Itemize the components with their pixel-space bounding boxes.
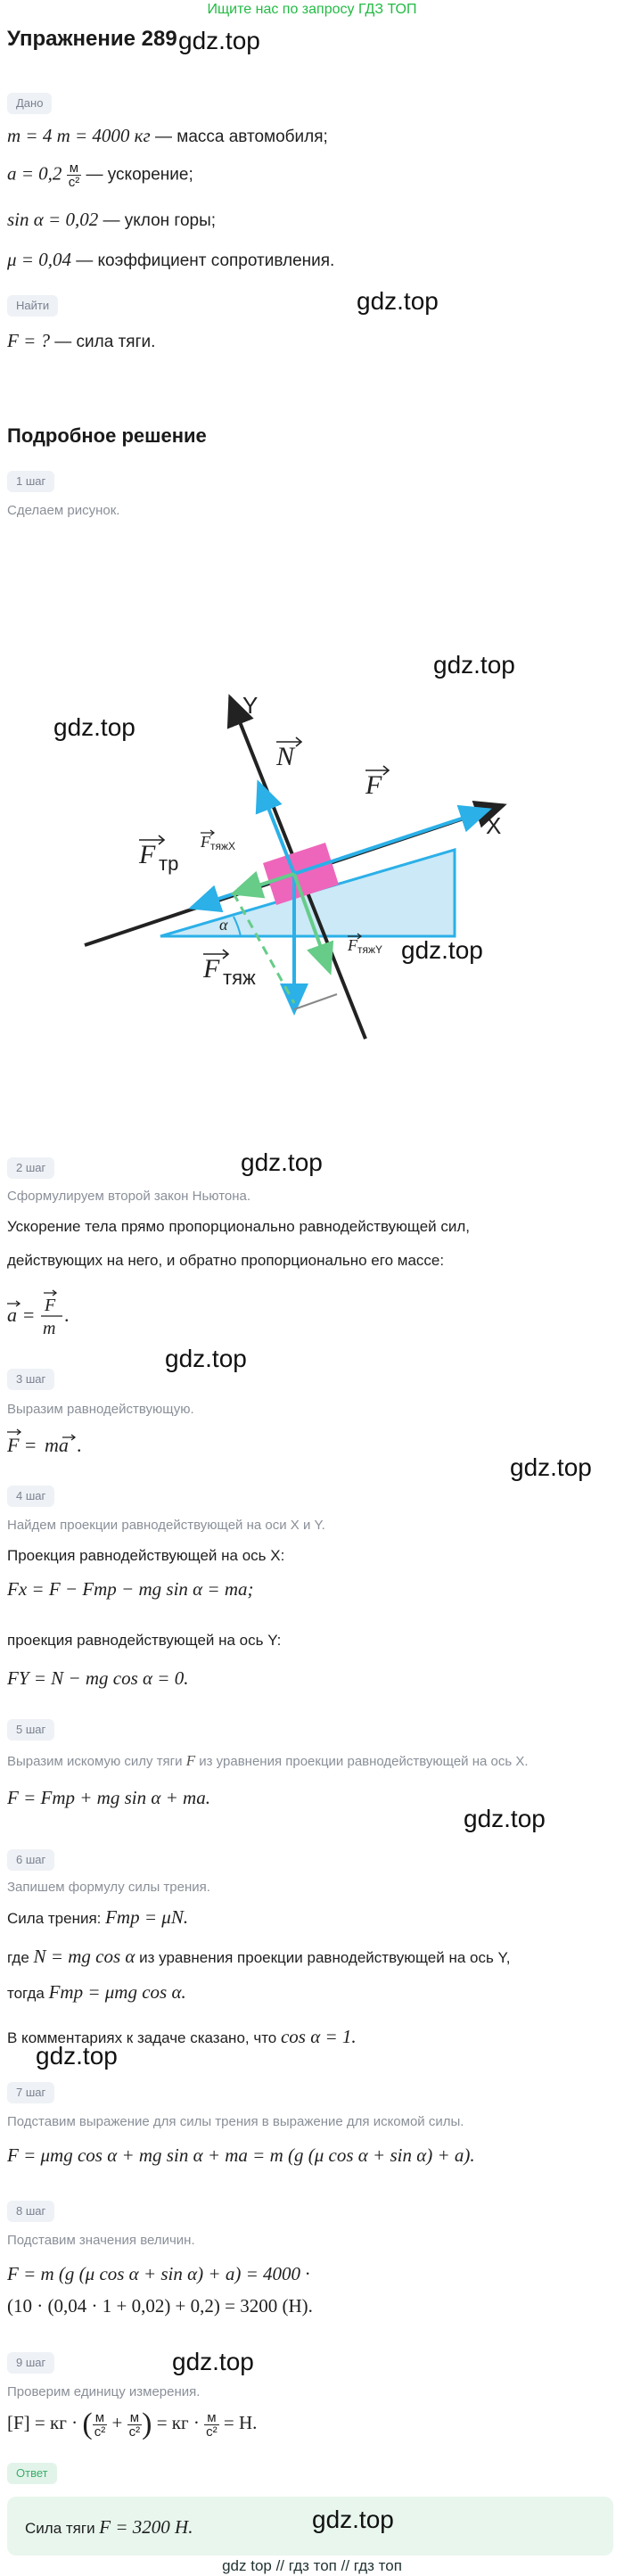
- svg-text:.: .: [77, 1434, 82, 1456]
- ftyzhx-subscript: тяжX: [210, 840, 236, 852]
- page-title: Упражнение 289: [7, 27, 177, 51]
- footer-links[interactable]: gdz top // гдз топ // гдз топ: [222, 2557, 402, 2574]
- step-4-hint: Найдем проекции равнодействующей на оси X и Y.: [7, 1518, 325, 1533]
- step-5-chip: 5 шаг: [7, 1719, 54, 1741]
- find-chip: Найти: [7, 295, 58, 317]
- alpha-label: α: [219, 916, 228, 934]
- step-3-chip: 3 шаг: [7, 1369, 54, 1390]
- ftyzhy-label: F: [348, 936, 357, 954]
- f-label: F: [365, 770, 382, 800]
- watermark: gdz.top: [53, 713, 135, 741]
- n-label: N: [276, 742, 295, 771]
- step-5-hint: Выразим искомую силу тяги F из уравнения проекции равнодействующей на ось X.: [7, 1752, 529, 1769]
- watermark: gdz.top: [178, 27, 260, 54]
- step-6-line-4: В комментариях к задаче сказано, что cos α = 1.: [7, 2026, 357, 2047]
- svg-text:=: =: [23, 1304, 35, 1326]
- step-4-x-text: Проекция равнодействующей на ось X:: [7, 1547, 285, 1564]
- step-3-hint: Выразим равнодействующую.: [7, 1402, 194, 1417]
- newton-formula: [7, 1288, 105, 1346]
- y-axis-label: Y: [242, 692, 259, 719]
- step-7-hint: Подставим выражение для силы трения в выражение для искомой силы.: [7, 2114, 464, 2129]
- given-line-slope: sin α = 0,02 — уклон горы;: [7, 209, 217, 230]
- traction-force-arrow: [294, 810, 489, 874]
- watermark: gdz.top: [510, 1453, 592, 1481]
- given-line-mass: m = 4 т = 4000 кг — масса автомобиля;: [7, 125, 328, 146]
- watermark: gdz.top: [172, 2348, 254, 2375]
- step-2-hint: Сформулируем второй закон Ньютона.: [7, 1189, 251, 1204]
- svg-text:ma: ma: [45, 1434, 69, 1456]
- step-2-chip: 2 шаг: [7, 1157, 54, 1179]
- step-6-chip: 6 шаг: [7, 1849, 54, 1871]
- watermark: gdz.top: [433, 651, 515, 679]
- svg-text:=: =: [25, 1434, 37, 1456]
- step-9-chip: 9 шаг: [7, 2352, 54, 2374]
- ftyzh-label: F: [203, 954, 220, 983]
- step-2-text-1: Ускорение тела прямо пропорционально равнодействующей сил,: [7, 1218, 471, 1235]
- step-9-hint: Проверим единицу измерения.: [7, 2384, 201, 2399]
- step-1-hint: Сделаем рисунок.: [7, 503, 120, 518]
- step-6-line-3: тогда Fтр = μmg cos α.: [7, 1981, 186, 2003]
- answer-chip: Ответ: [7, 2463, 57, 2484]
- top-banner: Ищите нас по запросу ГДЗ ТОП: [207, 2, 417, 17]
- ftr-subscript: тр: [159, 852, 179, 875]
- watermark: gdz.top: [312, 2506, 394, 2533]
- step-8-line-1: F = m (g (μ cos α + sin α) + a) = 4000 ·: [7, 2263, 310, 2284]
- resultant-formula-math: [7, 1425, 114, 1461]
- svg-text:a: a: [7, 1304, 17, 1326]
- inclined-plane-figure: [0, 678, 624, 1052]
- svg-text:F: F: [45, 1296, 56, 1315]
- step-9-formula: [F] = кг · ( $\frac{м}{\text{с²}}$ + $\frac{м}{\text{с²}}$ ) = кг · $\frac{м}{\text{с²}}$ = Н.: [7, 2407, 258, 2440]
- watermark: gdz.top: [401, 936, 483, 964]
- step-5-formula: F = Fтр + mg sin α + ma.: [7, 1787, 210, 1808]
- step-6-hint: Запишем формулу силы трения.: [7, 1880, 210, 1895]
- given-line-mu: μ = 0,04 — коэффициент сопротивления.: [7, 249, 335, 270]
- step-8-hint: Подставим значения величин.: [7, 2233, 195, 2248]
- watermark: gdz.top: [464, 1805, 546, 1832]
- watermark: gdz.top: [36, 2042, 118, 2070]
- svg-text:m: m: [43, 1319, 56, 1338]
- solution-title: Подробное решение: [7, 424, 207, 447]
- step-8-chip: 8 шаг: [7, 2201, 54, 2222]
- projection-line: [294, 994, 337, 1009]
- ftyzhx-label: F: [201, 833, 210, 851]
- answer-text: Сила тяги F = 3200 Н.: [25, 2516, 193, 2538]
- ftyzhy-subscript: тяжY: [357, 943, 383, 956]
- step-8-line-2: (10 · (0,04 · 1 + 0,02) + 0,2) = 3200 (Н).: [7, 2295, 313, 2317]
- ftyzh-subscript: тяж: [223, 967, 256, 989]
- step-6-line-2: где N = mg cos α из уравнения проекции равнодействующей на ось Y,: [7, 1946, 511, 1967]
- newton-formula-math: [7, 1288, 105, 1341]
- given-chip: Дано: [7, 93, 52, 114]
- svg-text:.: .: [64, 1304, 70, 1326]
- step-4-fx: Fx = F − Fтр − mg sin α = ma;: [7, 1578, 254, 1600]
- step-1-chip: 1 шаг: [7, 471, 54, 492]
- given-line-accel: a = 0,2 $\frac{м}{\text{с²}}$ — ускорение;: [7, 160, 193, 190]
- svg-text:F: F: [7, 1434, 20, 1456]
- x-axis-label: X: [486, 812, 502, 839]
- watermark: gdz.top: [165, 1345, 247, 1372]
- find-line: F = ? — сила тяги.: [7, 330, 156, 351]
- step-2-text-2: действующих на него, и обратно пропорционально его массе:: [7, 1252, 445, 1269]
- step-6-line-1: Сила трения: Fтр = μN.: [7, 1906, 189, 1928]
- step-4-chip: 4 шаг: [7, 1486, 54, 1507]
- step-7-formula: F = μmg cos α + mg sin α + ma = m (g (μ cos α + sin α) + a).: [7, 2144, 475, 2166]
- watermark: gdz.top: [357, 287, 439, 315]
- resultant-formula: [7, 1425, 114, 1466]
- watermark: gdz.top: [241, 1148, 323, 1176]
- step-7-chip: 7 шаг: [7, 2082, 54, 2103]
- step-4-y-text: проекция равнодействующей на ось Y:: [7, 1632, 282, 1649]
- ftr-label: F: [139, 840, 156, 869]
- step-4-fy: FY = N − mg cos α = 0.: [7, 1667, 189, 1689]
